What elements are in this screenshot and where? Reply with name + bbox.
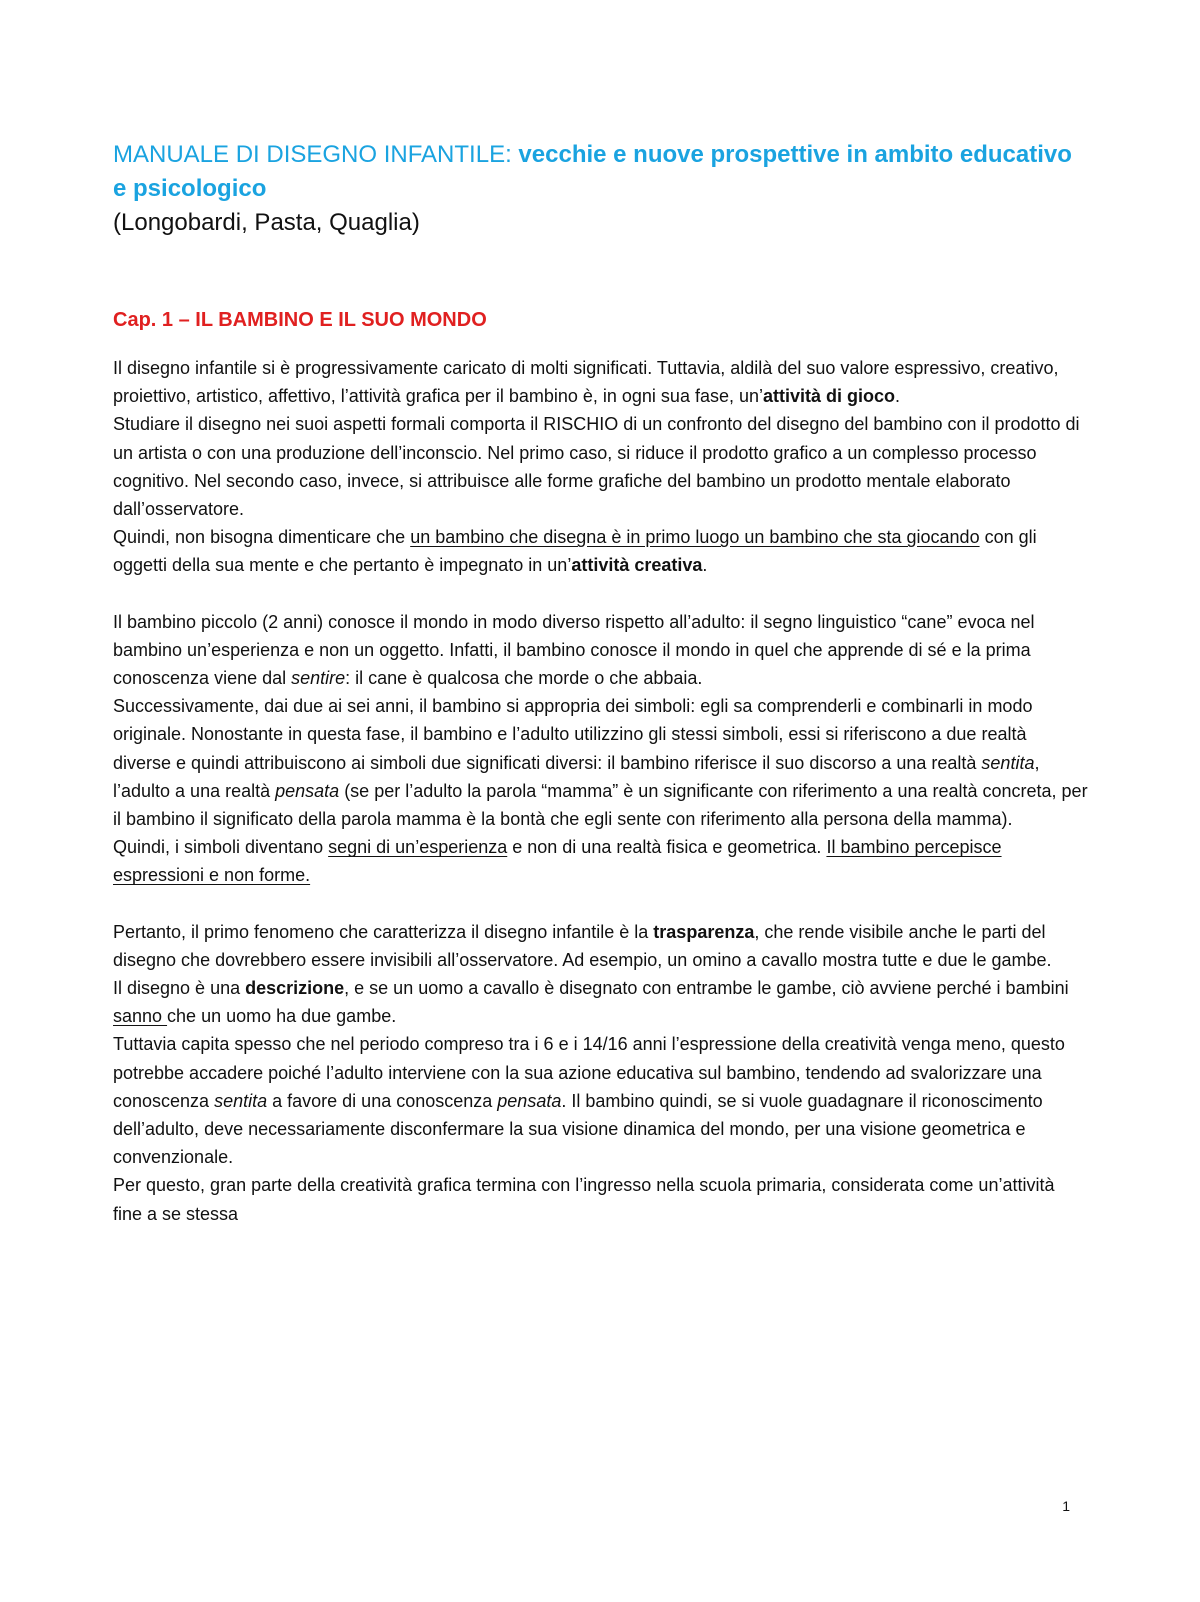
- underlined-run: sanno: [113, 1006, 168, 1027]
- italic-run: pensata: [275, 780, 340, 801]
- paragraph-5: [113, 692, 1088, 833]
- italic-run: sentita: [981, 752, 1035, 773]
- italic-run: pensata: [497, 1090, 562, 1111]
- title-bold: vecchie e nuove prospettive in ambito educativo e psicologico: [113, 141, 1072, 202]
- bold-run: attività di gioco: [763, 386, 896, 407]
- authors-line: (Longobardi, Pasta, Quaglia): [113, 209, 420, 236]
- text-run: Pertanto, il primo fenomeno che caratterizza il disegno infantile è la: [113, 921, 654, 942]
- text-run: .: [702, 555, 708, 576]
- paragraph-9: [113, 1030, 1088, 1171]
- text-run: . Il bambino quindi, se si vuole guadagnare il riconoscimento dell’adulto, deve necessariamente disconfermare la sua visione dinamica del mondo, per una visione geometrica e convenzionale.: [113, 1090, 1043, 1168]
- paragraph-gap: [113, 580, 1088, 608]
- text-run: , che rende visibile anche le parti del disegno che dovrebbero essere invisibili all’osservatore. Ad esempio, un omino a cavallo mostra tutte e due le gambe.: [113, 921, 1052, 970]
- underlined-run: Il bambino percepisce espressioni e non forme.: [113, 837, 1002, 886]
- underlined-run: un bambino che disegna è in primo luogo un bambino che sta giocando: [410, 527, 980, 548]
- text-run: con gli oggetti della sua mente e che pertanto è impegnato in un’: [113, 527, 1037, 576]
- text-run: (se per l’adulto la parola “mamma” è un significante con riferimento a una realtà concreta, per il bambino il significato della parola mamma è la bontà che egli sente con riferimento alla persona della mamma).: [113, 780, 1088, 830]
- text-run: , l’adulto a una realtà: [113, 752, 1040, 801]
- underlined-run: segni di un’esperienza: [328, 837, 508, 858]
- text-run: Quindi, i simboli diventano: [113, 837, 329, 858]
- paragraph-6: [113, 833, 1088, 889]
- text-run: : il cane è qualcosa che morde o che abbaia.: [345, 668, 703, 689]
- text-run: , e se un uomo a cavallo è disegnato con entrambe le gambe, ciò avviene perché i bambini: [344, 978, 1069, 999]
- paragraph-3: [113, 523, 1088, 579]
- paragraph-2: Studiare il disegno nei suoi aspetti formali comporta il RISCHIO di un confronto del disegno del bambino con il prodotto di un artista o con una produzione dell’inconscio. Nel primo caso, si riduce il prodotto grafico a un complesso processo cognitivo. Nel secondo caso, invece, si attribuisce alle forme grafiche del bambino un prodotto mentale elaborato dall’osservatore.: [113, 414, 1080, 520]
- text-run: Successivamente, dai due ai sei anni, il bambino si appropria dei simboli: egli sa comprenderli e combinarli in modo originale. Nonostante in questa fase, il bambino e l’adulto utilizzino gli stessi simboli, essi si riferiscono a due realtà diverse e quindi attribuiscono ai simboli due significati diversi: il bambino riferisce il suo discorso a una realtà: [113, 696, 1033, 773]
- text-run: Il disegno infantile si è progressivamente caricato di molti significati. Tuttavia, aldilà del suo valore espressivo, creativo, proiettivo, artistico, affettivo, l’attività grafica per il bambino è, in ogni sua fase, un’: [113, 358, 1059, 407]
- bold-run: trasparenza: [653, 921, 755, 942]
- text-run: Tuttavia capita spesso che nel periodo compreso tra i 6 e i 14/16 anni l’espressione della creatività venga meno, questo potrebbe accadere poiché l’adulto interviene con la sua azione educativa sul bambino, tendendo ad svalorizzare una conoscenza: [113, 1034, 1065, 1111]
- bold-run: descrizione: [245, 978, 345, 999]
- text-run: Il bambino piccolo (2 anni) conosce il mondo in modo diverso rispetto all’adulto: il segno linguistico “cane” evoca nel bambino un’esperienza e non un oggetto. Infatti, il bambino conosce il mondo in quel che apprende di sé e la prima conoscenza viene dal: [113, 611, 1035, 689]
- text-run: .: [895, 386, 901, 407]
- page-content: [113, 138, 1088, 1228]
- text-run: a favore di una conoscenza: [267, 1090, 498, 1111]
- document-title: [113, 138, 1088, 206]
- paragraph-4: [113, 608, 1088, 693]
- text-run: che un uomo ha due gambe.: [167, 1006, 397, 1027]
- paragraph-1: [113, 354, 1088, 410]
- paragraph-8: [113, 974, 1088, 1030]
- italic-run: sentita: [214, 1090, 268, 1111]
- text-run: Quindi, non bisogna dimenticare che: [113, 527, 411, 548]
- italic-run: sentire: [291, 668, 346, 689]
- text-run: Il disegno è una: [113, 978, 246, 999]
- paragraph-7: [113, 918, 1088, 974]
- page-number: 1: [1062, 1498, 1070, 1514]
- bold-run: attività creativa: [571, 555, 703, 576]
- paragraph-10: Per questo, gran parte della creatività grafica termina con l’ingresso nella scuola primaria, considerata come un’attività fine a se stessa: [113, 1175, 1055, 1224]
- paragraph-gap: [113, 890, 1088, 918]
- text-run: e non di una realtà fisica e geometrica.: [507, 837, 827, 858]
- chapter-heading: Cap. 1 – IL BAMBINO E IL SUO MONDO: [113, 309, 487, 331]
- title-normal: MANUALE DI DISEGNO INFANTILE:: [113, 141, 519, 168]
